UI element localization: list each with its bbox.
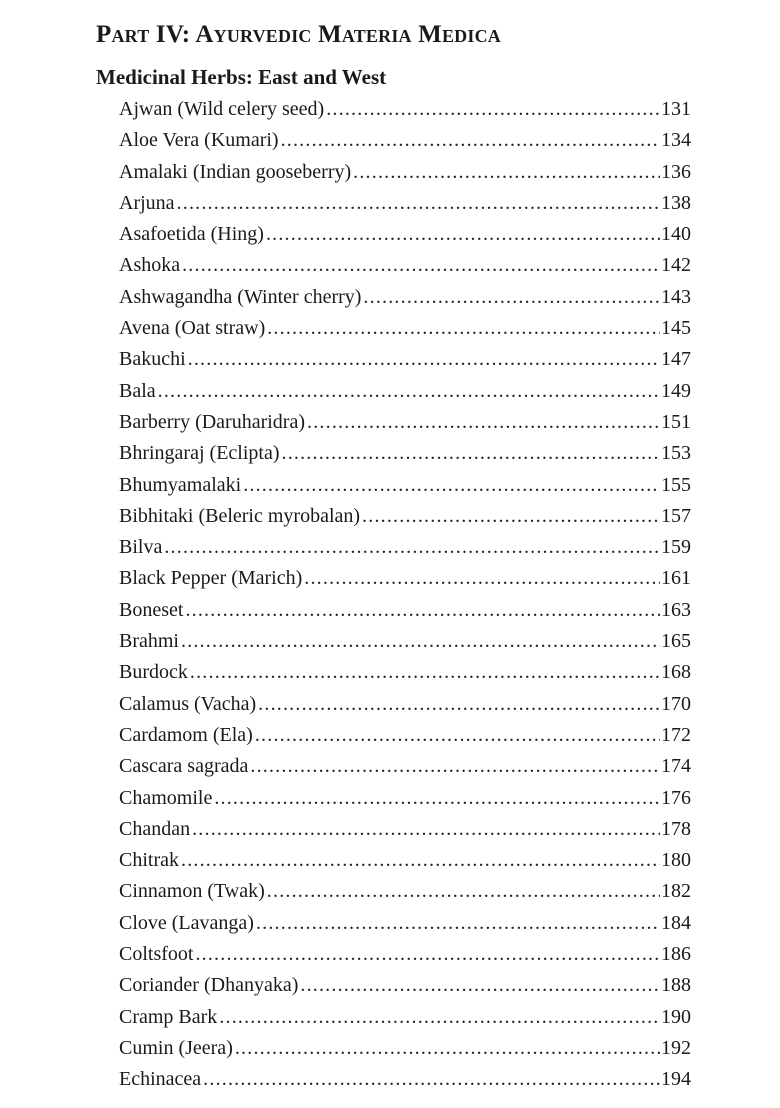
toc-entry	[119, 376, 691, 407]
toc-entry-label: Aloe Vera (Kumari)	[119, 129, 279, 152]
toc-entry	[119, 188, 691, 219]
dot-leader	[203, 1064, 660, 1095]
toc-entry-page-number: 168	[661, 661, 691, 684]
toc-entry-page-number: 138	[661, 191, 691, 214]
toc-entry	[119, 657, 691, 688]
toc-entry	[119, 689, 691, 720]
dot-leader	[363, 282, 660, 313]
toc-entry-page-number: 142	[661, 254, 691, 277]
toc-entry-label: Ashoka	[119, 254, 181, 277]
toc-entry-page-number: 182	[661, 880, 691, 903]
dot-leader	[250, 751, 660, 782]
toc-entry-page-number: 165	[661, 630, 691, 653]
dot-leader	[256, 908, 660, 939]
toc-entry-label: Coltsfoot	[119, 943, 194, 966]
dot-leader	[188, 344, 660, 375]
toc-entry-page-number: 186	[661, 943, 691, 966]
dot-leader	[307, 407, 660, 438]
toc-entry-page-number: 131	[661, 98, 691, 120]
toc-entry	[119, 532, 691, 563]
toc-entry-page-number: 157	[661, 504, 691, 527]
toc-entry	[119, 282, 691, 313]
toc-entry-label: Cumin (Jeera)	[119, 1036, 233, 1059]
dot-leader	[304, 563, 660, 594]
toc-entry-page-number: 176	[661, 786, 691, 809]
dot-leader	[267, 876, 660, 907]
toc-entry-page-number: 136	[661, 160, 691, 183]
toc-entry	[119, 720, 691, 751]
toc-entry-page-number: 190	[661, 1005, 691, 1028]
toc-entry-page-number: 151	[661, 410, 691, 433]
dot-leader	[182, 250, 660, 281]
toc-entry-label: Arjuna	[119, 191, 175, 214]
toc-entry-label: Echinacea	[119, 1068, 202, 1091]
toc-entry	[119, 94, 691, 125]
toc-entry-label: Black Pepper (Marich)	[119, 567, 303, 590]
toc-entry-label: Barberry (Daruharidra)	[119, 410, 306, 433]
toc-entry-label: Cramp Bark	[119, 1005, 218, 1028]
toc-entry	[119, 845, 691, 876]
toc-entry-label: Asafoetida (Hing)	[119, 223, 264, 246]
dot-leader	[281, 125, 660, 156]
toc-entry-label: Coriander (Dhanyaka)	[119, 974, 299, 997]
toc-entry-page-number: 134	[661, 129, 691, 152]
toc-entry-label: Ajwan (Wild celery seed)	[119, 98, 325, 120]
dot-leader	[164, 532, 660, 563]
toc-entry	[119, 219, 691, 250]
toc-entry	[119, 407, 691, 438]
dot-leader	[362, 501, 660, 532]
toc-entry-page-number: 178	[661, 817, 691, 840]
toc-entry-page-number: 147	[661, 348, 691, 371]
toc-entry-page-number: 192	[661, 1036, 691, 1059]
toc-entry	[119, 595, 691, 626]
toc-entry-page-number: 145	[661, 317, 691, 340]
toc-entry-label: Ashwagandha (Winter cherry)	[119, 285, 362, 308]
toc-entry-label: Bhringaraj (Eclipta)	[119, 442, 280, 465]
dot-leader	[255, 720, 660, 751]
toc-entry	[119, 501, 691, 532]
toc-entry-label: Clove (Lavanga)	[119, 911, 254, 934]
toc-entry	[119, 344, 691, 375]
toc-entry	[119, 1033, 691, 1064]
toc-entry-page-number: 184	[661, 911, 691, 934]
toc-entry-label: Cinnamon (Twak)	[119, 880, 265, 903]
toc-entry	[119, 125, 691, 156]
dot-leader	[158, 376, 660, 407]
dot-leader	[235, 1033, 660, 1064]
part-title: Part IV: Ayurvedic Materia Medica	[96, 21, 501, 48]
toc-entry-label: Boneset	[119, 598, 184, 621]
dot-leader	[267, 313, 660, 344]
toc-entry-page-number: 188	[661, 974, 691, 997]
dot-leader	[258, 689, 660, 720]
toc-entry	[119, 751, 691, 782]
toc-entry-page-number: 170	[661, 692, 691, 715]
dot-leader	[192, 814, 660, 845]
toc-entry	[119, 313, 691, 344]
dot-leader	[300, 970, 660, 1001]
dot-leader	[177, 188, 660, 219]
toc-entry	[119, 470, 691, 501]
dot-leader	[214, 783, 660, 814]
dot-leader	[353, 157, 660, 188]
toc-entry-label: Amalaki (Indian gooseberry)	[119, 160, 352, 183]
section-title: Medicinal Herbs: East and West	[96, 65, 387, 89]
toc-entry	[119, 970, 691, 1001]
toc-entry-label: Calamus (Vacha)	[119, 692, 257, 715]
dot-leader	[219, 1002, 660, 1033]
toc-entry-page-number: 180	[661, 849, 691, 872]
toc-entry-page-number: 174	[661, 755, 691, 778]
toc-entry-page-number: 143	[661, 285, 691, 308]
table-of-contents	[119, 94, 691, 1096]
dot-leader	[326, 94, 660, 125]
toc-entry-page-number: 161	[661, 567, 691, 590]
toc-entry-page-number: 163	[661, 598, 691, 621]
toc-entry	[119, 1002, 691, 1033]
toc-entry-label: Bibhitaki (Beleric myrobalan)	[119, 504, 361, 527]
toc-entry-label: Burdock	[119, 661, 188, 684]
toc-entry	[119, 814, 691, 845]
dot-leader	[181, 845, 660, 876]
toc-entry	[119, 563, 691, 594]
toc-entry	[119, 250, 691, 281]
toc-entry-page-number: 149	[661, 379, 691, 402]
toc-entry-label: Cascara sagrada	[119, 755, 249, 778]
dot-leader	[243, 470, 660, 501]
dot-leader	[190, 657, 660, 688]
toc-entry-page-number: 159	[661, 536, 691, 559]
toc-entry-label: Chamomile	[119, 786, 213, 809]
toc-entry-page-number: 194	[661, 1068, 691, 1091]
toc-entry-page-number: 153	[661, 442, 691, 465]
toc-entry	[119, 157, 691, 188]
dot-leader	[181, 626, 660, 657]
dot-leader	[266, 219, 660, 250]
toc-entry-page-number: 172	[661, 723, 691, 746]
toc-entry	[119, 939, 691, 970]
toc-entry-label: Bakuchi	[119, 348, 186, 371]
toc-entry	[119, 908, 691, 939]
toc-entry-label: Cardamom (Ela)	[119, 723, 253, 746]
dot-leader	[282, 438, 661, 469]
toc-entry-page-number: 140	[661, 223, 691, 246]
toc-entry-label: Avena (Oat straw)	[119, 317, 266, 340]
toc-entry	[119, 438, 691, 469]
dot-leader	[195, 939, 660, 970]
toc-entry-label: Brahmi	[119, 630, 179, 653]
dot-leader	[185, 595, 660, 626]
toc-entry-label: Bala	[119, 379, 156, 402]
toc-entry	[119, 626, 691, 657]
toc-entry-label: Bilva	[119, 536, 163, 559]
toc-entry	[119, 1064, 691, 1095]
toc-entry-label: Chandan	[119, 817, 191, 840]
toc-entry-page-number: 155	[661, 473, 691, 496]
toc-entry-label: Chitrak	[119, 849, 179, 872]
toc-entry	[119, 876, 691, 907]
toc-entry-label: Bhumyamalaki	[119, 473, 242, 496]
toc-entry	[119, 783, 691, 814]
